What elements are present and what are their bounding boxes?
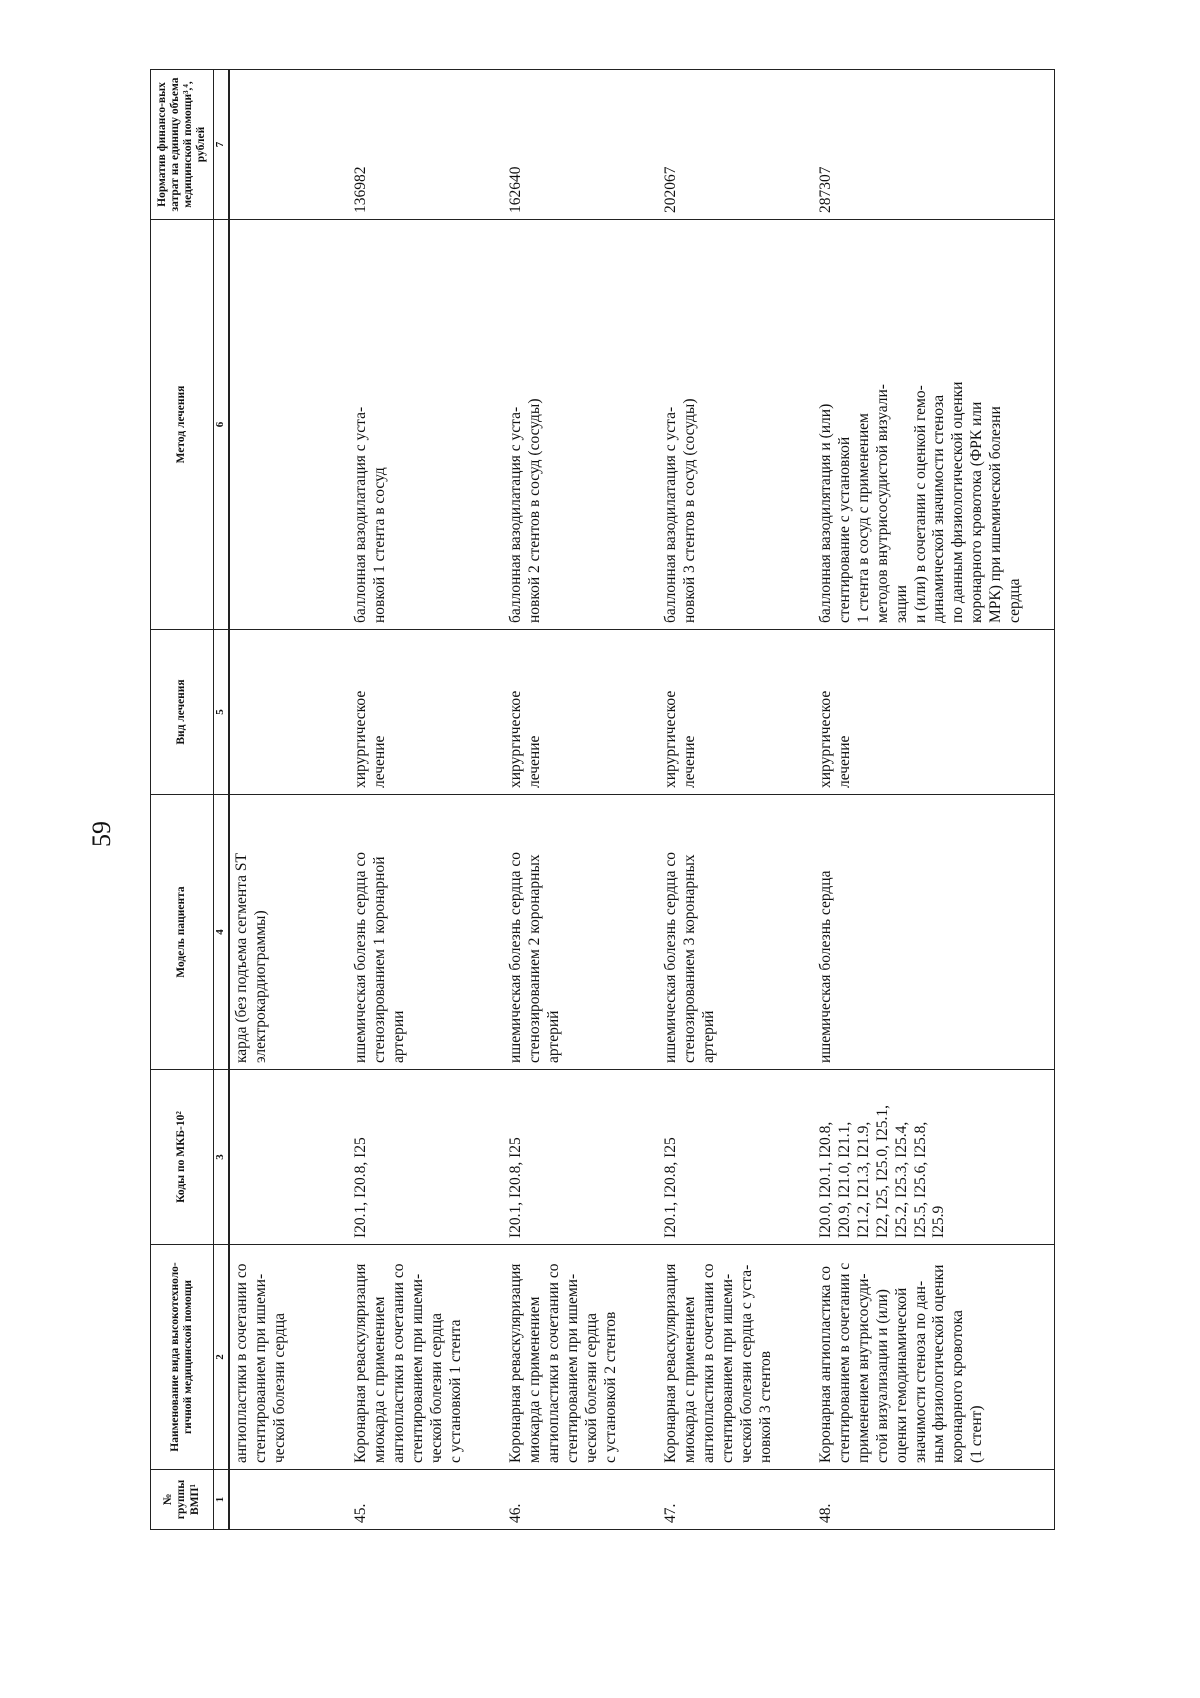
treatment-method-cell: баллонная вазодилатация с уста- новкой 3 стентов в сосуд (сосуды) [659,220,814,630]
patient-model-cell: карда (без подъема сегмента ST электрокардиограммы) [229,795,349,1070]
header-group-number: № группы ВМП¹ [151,1470,214,1530]
group-number-cell: 45. [349,1470,504,1530]
patient-model-cell: ишемическая болезнь сердца со стенозированием 1 коронарной артерии [349,795,504,1070]
patient-model-cell: ишемическая болезнь сердца со стенозированием 3 коронарных артерий [659,795,814,1070]
service-name-cell: Коронарная реваскуляризация миокарда с применением ангиопластики в сочетании со стентированием при ишеми- ческой болезни сердца с установкой 2 стентов [504,1245,659,1470]
treatment-type-cell [229,630,349,795]
page-number: 59 [87,821,116,847]
group-number-cell: 47. [659,1470,814,1530]
header-treatment-type: Вид лечения [151,630,214,795]
treatment-method-cell: баллонная вазодилятация и (или) стентирование с установкой 1 стента в сосуд с применением методов внутрисосудистой визуали- зации и (или) в сочетании с оценкой гемо- динамической значимости стеноза по данным физиологической оценки коронарного кровотока (ФРК или МРК) при ишемической болезни сердца [814,220,1054,630]
header-service-name: Наименование вида высокотехноло-гичной медицинской помощи [151,1245,214,1470]
icd-codes-cell: I20.1, I20.8, I25 [349,1070,504,1245]
treatment-type-cell: хирургическое лечение [814,630,1054,795]
column-number: 7 [214,70,230,220]
patient-model-cell: ишемическая болезнь сердца [814,795,1054,1070]
rotated-table-wrapper [150,70,1060,1530]
treatment-type-cell: хирургическое лечение [504,630,659,795]
table-row [504,70,659,1530]
treatment-method-cell [229,220,349,630]
table-row [229,70,349,1530]
treatment-method-cell: баллонная вазодилатация с уста- новкой 1 стента в сосуд [349,220,504,630]
cost-norm-cell: 136982 [349,70,504,220]
header-icd-codes: Коды по МКБ-10² [151,1070,214,1245]
table-row [659,70,814,1530]
patient-model-cell: ишемическая болезнь сердца со стенозированием 2 коронарных артерий [504,795,659,1070]
cost-norm-cell: 287307 [814,70,1054,220]
column-number: 5 [214,630,230,795]
table-row [814,70,1054,1530]
icd-codes-cell: I20.1, I20.8, I25 [504,1070,659,1245]
icd-codes-cell: I20.0, I20.1, I20.8, I20.9, I21.0, I21.1, I21.2, I21.3, I21.9, I22, I25, I25.0, I25.1, I25.2, I25.3, I25.4, I25.5, I25.6, I25.8, I25.9 [814,1070,1054,1245]
vmp-table [150,69,1055,1530]
service-name-cell: ангиопластики в сочетании со стентированием при ишеми- ческой болезни сердца [229,1245,349,1470]
group-number-cell: 46. [504,1470,659,1530]
cost-norm-cell: 202067 [659,70,814,220]
group-number-cell: 48. [814,1470,1054,1530]
treatment-method-cell: баллонная вазодилатация с уста- новкой 2 стентов в сосуд (сосуды) [504,220,659,630]
service-name-cell: Коронарная ангиопластика со стентированием в сочетании с применением внутрисосуди- стой визуализации и (или) оценки гемодинамической значимости стеноза по дан- ным физиологической оценки коронарного кровотока (1 стент) [814,1245,1054,1470]
column-number: 4 [214,795,230,1070]
column-number: 3 [214,1070,230,1245]
treatment-type-cell: хирургическое лечение [349,630,504,795]
column-number-row [214,70,230,1530]
icd-codes-cell: I20.1, I20.8, I25 [659,1070,814,1245]
column-number: 2 [214,1245,230,1470]
treatment-type-cell: хирургическое лечение [659,630,814,795]
header-patient-model: Модель пациента [151,795,214,1070]
header-treatment-method: Метод лечения [151,220,214,630]
cost-norm-cell [229,70,349,220]
service-name-cell: Коронарная реваскуляризация миокарда с применением ангиопластики в сочетании со стентированием при ишеми- ческой болезни сердца с установкой 1 стента [349,1245,504,1470]
header-row [151,70,214,1530]
table-row [349,70,504,1530]
group-number-cell [229,1470,349,1530]
cost-norm-cell: 162640 [504,70,659,220]
column-number: 6 [214,220,230,630]
icd-codes-cell [229,1070,349,1245]
column-number: 1 [214,1470,230,1530]
service-name-cell: Коронарная реваскуляризация миокарда с применением ангиопластики в сочетании со стентированием при ишеми- ческой болезни сердца с уста- новкой 3 стентов [659,1245,814,1470]
header-cost-norm: Норматив финансо-вых затрат на единицу объема медицинской помощи³,⁴, рублей [151,70,214,220]
